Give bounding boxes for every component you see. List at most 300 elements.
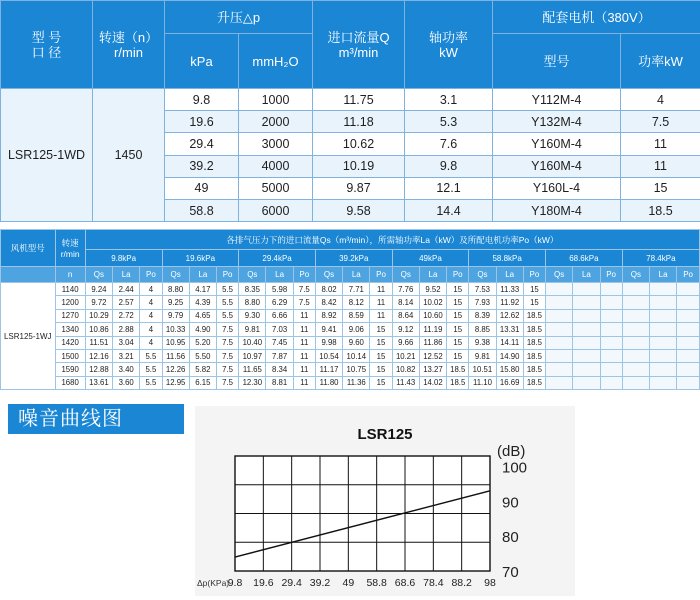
performance-row	[1, 323, 700, 336]
motor-power-cell: 11	[621, 133, 700, 155]
empty-cell	[573, 349, 600, 362]
value-cell: 10.95	[162, 336, 189, 349]
header-pressure: 19.6kPa	[162, 250, 239, 267]
empty-cell	[600, 309, 622, 322]
value-cell: 15	[447, 323, 469, 336]
value-cell: 9.52	[419, 283, 446, 296]
shaft-power-cell: 5.3	[405, 111, 493, 133]
flow-cell: 11.75	[313, 89, 405, 111]
speed-cell: 1140	[55, 283, 85, 296]
value-cell: 18.5	[523, 349, 545, 362]
speed-cell: 1200	[55, 296, 85, 309]
header-la: La	[343, 267, 370, 283]
header-po: Po	[677, 267, 700, 283]
motor-model-cell: Y132M-4	[493, 111, 621, 133]
empty-cell	[649, 283, 676, 296]
empty-cell	[546, 283, 573, 296]
speed-cell: 1420	[55, 336, 85, 349]
empty-cell	[677, 376, 700, 389]
header-qs: Qs	[469, 267, 496, 283]
empty-cell	[546, 349, 573, 362]
empty-cell	[546, 336, 573, 349]
value-cell: 4.65	[189, 309, 216, 322]
value-cell: 12.95	[162, 376, 189, 389]
value-cell: 3.60	[113, 376, 140, 389]
y-tick-label: 80	[502, 529, 519, 547]
value-cell: 9.24	[85, 283, 112, 296]
shaft-power-cell: 14.4	[405, 199, 493, 221]
empty-cell	[573, 296, 600, 309]
header-pressure: 49kPa	[392, 250, 469, 267]
value-cell: 9.72	[85, 296, 112, 309]
value-cell: 7.5	[293, 296, 315, 309]
value-cell: 8.34	[266, 363, 293, 376]
x-tick-label: 9.8	[227, 577, 243, 589]
value-cell: 7.5	[217, 363, 239, 376]
value-cell: 12.62	[496, 309, 523, 322]
value-cell: 9.81	[239, 323, 266, 336]
empty-cell	[677, 309, 700, 322]
value-cell: 9.81	[469, 349, 496, 362]
empty-cell	[622, 376, 649, 389]
value-cell: 10.82	[392, 363, 419, 376]
pressure-kpa-cell: 39.2	[165, 155, 239, 177]
empty-cell	[649, 323, 676, 336]
value-cell: 10.51	[469, 363, 496, 376]
header-pressure: 78.4kPa	[622, 250, 699, 267]
value-cell: 4	[140, 309, 162, 322]
value-cell: 9.79	[162, 309, 189, 322]
value-cell: 2.88	[113, 323, 140, 336]
value-cell: 5.98	[266, 283, 293, 296]
header-po: Po	[370, 267, 392, 283]
header-pressure-group: 升压△p	[165, 1, 313, 34]
pressure-kpa-cell: 19.6	[165, 111, 239, 133]
value-cell: 11	[370, 296, 392, 309]
header-speed: 转速（n） r/min	[93, 1, 165, 89]
value-cell: 11	[293, 363, 315, 376]
value-cell: 2.44	[113, 283, 140, 296]
header-qs: Qs	[239, 267, 266, 283]
value-cell: 4	[140, 283, 162, 296]
value-cell: 11.33	[496, 283, 523, 296]
header-qs: Qs	[85, 267, 112, 283]
value-cell: 11.65	[239, 363, 266, 376]
value-cell: 14.11	[496, 336, 523, 349]
value-cell: 10.86	[85, 323, 112, 336]
empty-cell	[573, 363, 600, 376]
value-cell: 7.5	[217, 349, 239, 362]
pressure-mmh2o-cell: 3000	[239, 133, 313, 155]
noise-chart-banner: 噪音曲线图	[8, 404, 184, 434]
value-cell: 9.30	[239, 309, 266, 322]
value-cell: 7.5	[217, 323, 239, 336]
value-cell: 14.90	[496, 349, 523, 362]
value-cell: 9.66	[392, 336, 419, 349]
value-cell: 8.39	[469, 309, 496, 322]
value-cell: 11	[293, 323, 315, 336]
spec-speed: 1450	[93, 89, 165, 222]
value-cell: 10.02	[419, 296, 446, 309]
value-cell: 9.41	[315, 323, 342, 336]
empty-cell	[677, 323, 700, 336]
value-cell: 15	[370, 336, 392, 349]
empty-cell	[622, 336, 649, 349]
header-shaft-power: 轴功率 kW	[405, 1, 493, 89]
motor-model-cell: Y160L-4	[493, 177, 621, 199]
flow-cell: 9.87	[313, 177, 405, 199]
performance-row	[1, 349, 700, 362]
performance-table	[0, 229, 700, 390]
value-cell: 5.5	[217, 283, 239, 296]
value-cell: 11	[293, 376, 315, 389]
value-cell: 18.5	[523, 336, 545, 349]
value-cell: 10.60	[419, 309, 446, 322]
value-cell: 7.45	[266, 336, 293, 349]
empty-cell	[600, 296, 622, 309]
value-cell: 8.81	[266, 376, 293, 389]
value-cell: 4.90	[189, 323, 216, 336]
value-cell: 10.29	[85, 309, 112, 322]
performance-model: LSR125-1WJ	[1, 283, 56, 390]
value-cell: 6.29	[266, 296, 293, 309]
value-cell: 5.50	[189, 349, 216, 362]
performance-row	[1, 296, 700, 309]
header-motor-power: 功率kW	[621, 34, 700, 89]
empty-cell	[600, 336, 622, 349]
empty-cell	[649, 349, 676, 362]
value-cell: 5.82	[189, 363, 216, 376]
value-cell: 7.87	[266, 349, 293, 362]
header-qs: Qs	[392, 267, 419, 283]
header-qs: Qs	[546, 267, 573, 283]
empty-cell	[600, 349, 622, 362]
value-cell: 7.5	[293, 283, 315, 296]
header-performance-title: 各排气压力下的进口流量Qs（m³/min），所需轴功率La（kW）及所配电机功率Po（kW）	[85, 230, 699, 250]
motor-power-cell: 7.5	[621, 111, 700, 133]
motor-power-cell: 15	[621, 177, 700, 199]
empty-cell	[546, 323, 573, 336]
value-cell: 8.02	[315, 283, 342, 296]
header-qs: Qs	[315, 267, 342, 283]
chart-title: LSR125	[357, 426, 413, 443]
value-cell: 11	[293, 349, 315, 362]
value-cell: 18.5	[447, 376, 469, 389]
value-cell: 11.92	[496, 296, 523, 309]
value-cell: 5.5	[140, 363, 162, 376]
value-cell: 9.25	[162, 296, 189, 309]
flow-cell: 9.58	[313, 199, 405, 221]
value-cell: 2.72	[113, 309, 140, 322]
pressure-mmh2o-cell: 4000	[239, 155, 313, 177]
empty-cell	[600, 283, 622, 296]
value-cell: 4.17	[189, 283, 216, 296]
spec-table	[0, 0, 700, 222]
performance-row	[1, 283, 700, 296]
value-cell: 15	[370, 376, 392, 389]
value-cell: 5.5	[140, 349, 162, 362]
header-pressure: 39.2kPa	[315, 250, 392, 267]
empty-cell	[600, 323, 622, 336]
pressure-mmh2o-cell: 2000	[239, 111, 313, 133]
empty-cell	[649, 376, 676, 389]
header-pressure-kpa: kPa	[165, 34, 239, 89]
value-cell: 3.04	[113, 336, 140, 349]
empty-cell	[677, 296, 700, 309]
value-cell: 8.35	[239, 283, 266, 296]
header-po: Po	[140, 267, 162, 283]
value-cell: 15.80	[496, 363, 523, 376]
performance-row	[1, 363, 700, 376]
y-axis-label: (dB)	[497, 443, 526, 460]
value-cell: 15	[447, 349, 469, 362]
noise-chart	[195, 406, 575, 596]
empty-cell	[573, 323, 600, 336]
value-cell: 10.54	[315, 349, 342, 362]
value-cell: 8.80	[239, 296, 266, 309]
x-tick-label: 19.6	[253, 577, 274, 589]
value-cell: 4	[140, 296, 162, 309]
empty-cell	[546, 296, 573, 309]
flow-cell: 10.19	[313, 155, 405, 177]
value-cell: 10.40	[239, 336, 266, 349]
value-cell: 11.43	[392, 376, 419, 389]
value-cell: 5.5	[217, 309, 239, 322]
y-tick-label: 90	[502, 494, 519, 512]
header-la: La	[496, 267, 523, 283]
performance-row	[1, 309, 700, 322]
value-cell: 7.71	[343, 283, 370, 296]
header-po: Po	[523, 267, 545, 283]
performance-row	[1, 336, 700, 349]
value-cell: 7.5	[217, 336, 239, 349]
empty-cell	[546, 376, 573, 389]
empty-cell	[677, 363, 700, 376]
value-cell: 15	[447, 296, 469, 309]
value-cell: 8.12	[343, 296, 370, 309]
value-cell: 13.61	[85, 376, 112, 389]
empty-cell	[622, 283, 649, 296]
empty-cell	[573, 376, 600, 389]
value-cell: 15	[370, 349, 392, 362]
empty-cell	[677, 349, 700, 362]
value-cell: 15	[523, 283, 545, 296]
empty-cell	[649, 296, 676, 309]
empty-cell	[677, 336, 700, 349]
motor-model-cell: Y180M-4	[493, 199, 621, 221]
motor-model-cell: Y112M-4	[493, 89, 621, 111]
value-cell: 16.69	[496, 376, 523, 389]
value-cell: 7.03	[266, 323, 293, 336]
motor-model-cell: Y160M-4	[493, 155, 621, 177]
value-cell: 4.39	[189, 296, 216, 309]
x-tick-label: 88.2	[451, 577, 472, 589]
value-cell: 10.75	[343, 363, 370, 376]
value-cell: 11.80	[315, 376, 342, 389]
value-cell: 8.59	[343, 309, 370, 322]
empty-cell	[600, 376, 622, 389]
value-cell: 5.20	[189, 336, 216, 349]
value-cell: 12.52	[419, 349, 446, 362]
speed-cell: 1270	[55, 309, 85, 322]
value-cell: 15	[447, 336, 469, 349]
value-cell: 7.76	[392, 283, 419, 296]
x-tick-label: 49	[342, 577, 355, 589]
value-cell: 9.12	[392, 323, 419, 336]
value-cell: 9.60	[343, 336, 370, 349]
value-cell: 15	[370, 323, 392, 336]
pressure-mmh2o-cell: 1000	[239, 89, 313, 111]
empty-cell	[546, 309, 573, 322]
value-cell: 15	[370, 363, 392, 376]
value-cell: 2.57	[113, 296, 140, 309]
y-tick-label: 100	[502, 459, 528, 477]
value-cell: 10.33	[162, 323, 189, 336]
empty-cell	[573, 309, 600, 322]
value-cell: 11.86	[419, 336, 446, 349]
motor-model-cell: Y160M-4	[493, 133, 621, 155]
header-la: La	[113, 267, 140, 283]
value-cell: 11	[370, 283, 392, 296]
x-tick-label: 39.2	[309, 577, 331, 589]
header-fan-model: 风机型号	[1, 230, 56, 267]
motor-power-cell: 4	[621, 89, 700, 111]
speed-cell: 1500	[55, 349, 85, 362]
motor-power-cell: 18.5	[621, 199, 700, 221]
pressure-kpa-cell: 49	[165, 177, 239, 199]
header-pressure: 9.8kPa	[85, 250, 162, 267]
value-cell: 15	[523, 296, 545, 309]
value-cell: 8.92	[315, 309, 342, 322]
header-flow: 进口流量Q m³/min	[313, 1, 405, 89]
header-model-bore: 型 号 口 径	[1, 1, 93, 89]
header-motor-model: 型号	[493, 34, 621, 89]
empty-cell	[622, 349, 649, 362]
pressure-mmh2o-cell: 5000	[239, 177, 313, 199]
header-pressure-mmh2o: mmH₂O	[239, 34, 313, 89]
value-cell: 15	[447, 283, 469, 296]
shaft-power-cell: 7.6	[405, 133, 493, 155]
value-cell: 4	[140, 336, 162, 349]
x-tick-label: 29.4	[281, 577, 302, 589]
empty-cell	[573, 336, 600, 349]
empty-cell	[649, 309, 676, 322]
value-cell: 11.10	[469, 376, 496, 389]
value-cell: 10.14	[343, 349, 370, 362]
pressure-mmh2o-cell: 6000	[239, 199, 313, 221]
value-cell: 18.5	[523, 376, 545, 389]
value-cell: 7.93	[469, 296, 496, 309]
empty-cell	[573, 283, 600, 296]
header-speed-symbol: n	[55, 267, 85, 283]
header-po: Po	[600, 267, 622, 283]
flow-cell: 11.18	[313, 111, 405, 133]
empty-cell	[649, 336, 676, 349]
header-po: Po	[217, 267, 239, 283]
value-cell: 3.21	[113, 349, 140, 362]
value-cell: 13.27	[419, 363, 446, 376]
value-cell: 12.26	[162, 363, 189, 376]
pressure-kpa-cell: 29.4	[165, 133, 239, 155]
empty-cell	[546, 363, 573, 376]
value-cell: 11	[370, 309, 392, 322]
empty-cell	[622, 363, 649, 376]
empty-cell	[622, 309, 649, 322]
shaft-power-cell: 3.1	[405, 89, 493, 111]
value-cell: 9.98	[315, 336, 342, 349]
x-tick-label: 78.4	[423, 577, 444, 589]
value-cell: 9.06	[343, 323, 370, 336]
speed-cell: 1340	[55, 323, 85, 336]
x-tick-label: 58.8	[366, 577, 387, 589]
header-qs: Qs	[622, 267, 649, 283]
value-cell: 13.31	[496, 323, 523, 336]
y-tick-label: 70	[502, 564, 519, 581]
value-cell: 18.5	[523, 323, 545, 336]
empty-cell	[622, 323, 649, 336]
value-cell: 3.40	[113, 363, 140, 376]
empty-cell	[649, 363, 676, 376]
spec-model: LSR125-1WD	[1, 89, 93, 222]
value-cell: 10.97	[239, 349, 266, 362]
header-qs: Qs	[162, 267, 189, 283]
header-la: La	[189, 267, 216, 283]
shaft-power-cell: 9.8	[405, 155, 493, 177]
value-cell: 11	[293, 336, 315, 349]
empty-cell	[622, 296, 649, 309]
header-empty-cell	[1, 267, 56, 283]
value-cell: 11.36	[343, 376, 370, 389]
empty-cell	[600, 363, 622, 376]
value-cell: 8.80	[162, 283, 189, 296]
value-cell: 6.66	[266, 309, 293, 322]
value-cell: 11.51	[85, 336, 112, 349]
speed-cell: 1590	[55, 363, 85, 376]
value-cell: 11.19	[419, 323, 446, 336]
header-la: La	[266, 267, 293, 283]
header-speed-rmin: 转速 r/min	[55, 230, 85, 267]
header-pressure: 68.6kPa	[546, 250, 623, 267]
pressure-kpa-cell: 9.8	[165, 89, 239, 111]
value-cell: 10.21	[392, 349, 419, 362]
header-motor-group: 配套电机（380V）	[493, 1, 700, 34]
value-cell: 8.42	[315, 296, 342, 309]
performance-row	[1, 376, 700, 389]
value-cell: 11.17	[315, 363, 342, 376]
value-cell: 12.88	[85, 363, 112, 376]
value-cell: 11	[293, 309, 315, 322]
value-cell: 18.5	[523, 363, 545, 376]
speed-cell: 1680	[55, 376, 85, 389]
value-cell: 8.85	[469, 323, 496, 336]
header-la: La	[419, 267, 446, 283]
value-cell: 14.02	[419, 376, 446, 389]
value-cell: 7.53	[469, 283, 496, 296]
header-pressure: 29.4kPa	[239, 250, 316, 267]
value-cell: 5.5	[140, 376, 162, 389]
value-cell: 12.30	[239, 376, 266, 389]
value-cell: 12.16	[85, 349, 112, 362]
value-cell: 4	[140, 323, 162, 336]
value-cell: 8.64	[392, 309, 419, 322]
value-cell: 18.5	[447, 363, 469, 376]
value-cell: 18.5	[523, 309, 545, 322]
value-cell: 7.5	[217, 376, 239, 389]
motor-power-cell: 11	[621, 155, 700, 177]
header-la: La	[573, 267, 600, 283]
x-tick-label: 68.6	[394, 577, 416, 589]
header-la: La	[649, 267, 676, 283]
